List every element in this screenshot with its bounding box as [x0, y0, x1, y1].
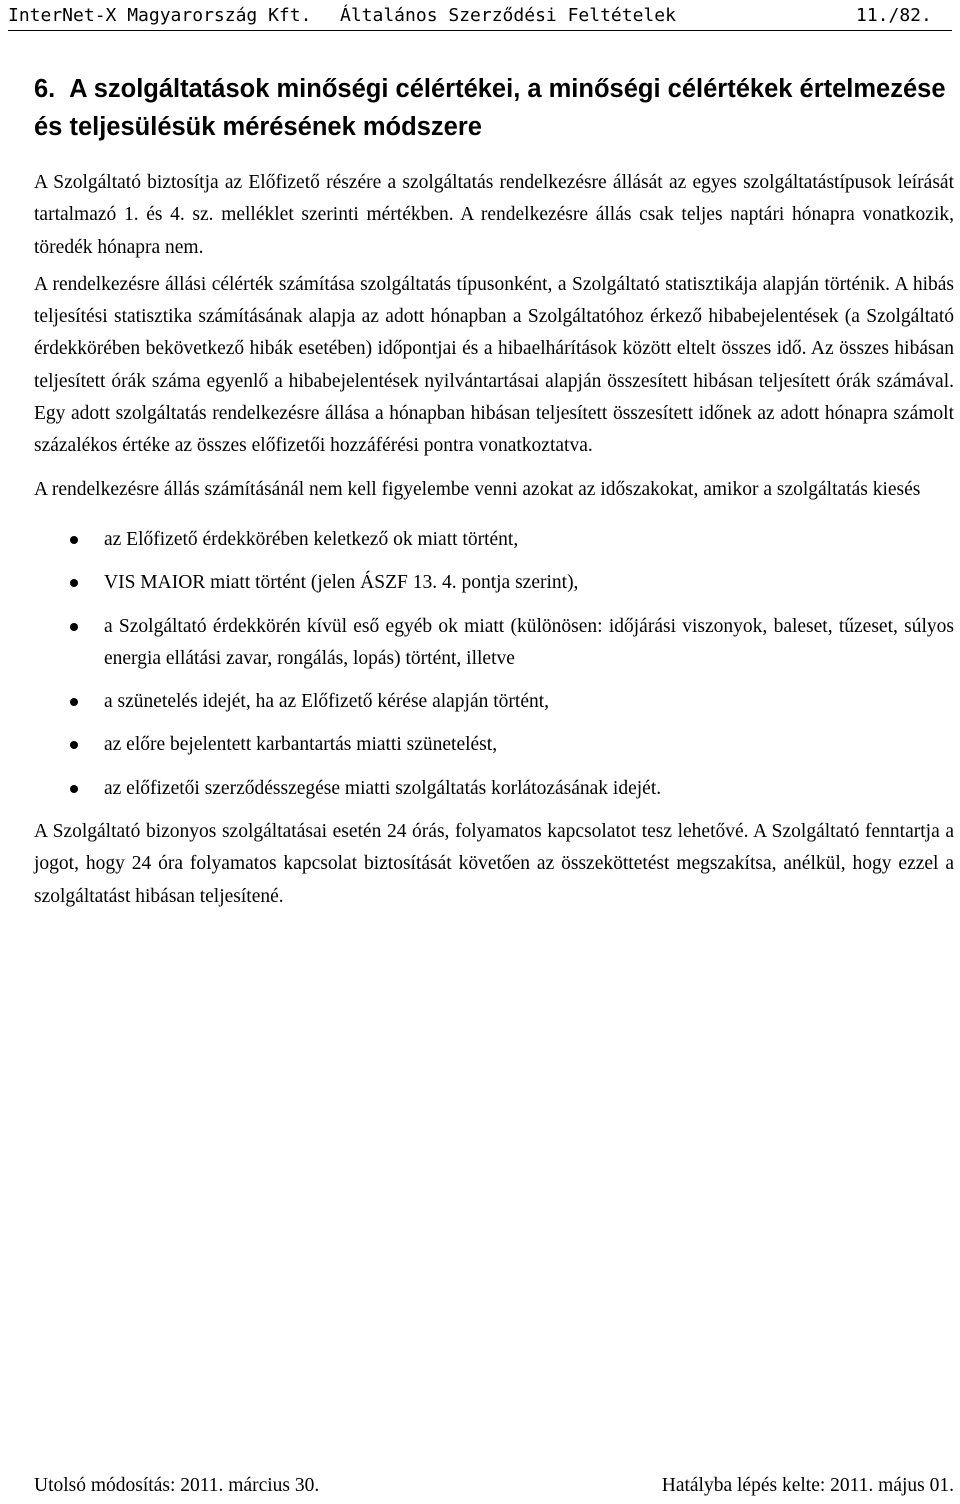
list-item-text: a Szolgáltató érdekkörén kívül eső egyéb ok miatt (különösen: időjárási viszonyok, baleset, tűzeset, súlyos energia ellátási zavar, rongálás, lopás) történt, illetve — [104, 615, 954, 669]
bullet-icon — [70, 623, 78, 631]
list-item-text: VIS MAIOR miatt történt (jelen ÁSZF 13. 4. pontja szerint), — [104, 572, 579, 594]
list-item — [34, 611, 954, 676]
section-number: 6. — [34, 75, 56, 103]
list-item-text: az előfizetői szerződésszegése miatti szolgáltatás korlátozásának idejét. — [104, 777, 662, 799]
bullet-icon — [70, 741, 78, 749]
list-item — [34, 686, 954, 718]
list-item — [34, 524, 954, 556]
header-company: InterNet-X Magyarország Kft. — [8, 5, 312, 26]
header-page-number: 11./82. — [856, 5, 932, 26]
section-title: A szolgáltatások minőségi célértékei, a minőségi célértékek értelmezése és teljesülésük mérésének módszere — [34, 75, 946, 141]
bullet-icon — [70, 536, 78, 544]
list-item — [34, 729, 954, 761]
document-body — [34, 167, 954, 913]
paragraph-calculation: A rendelkezésre állási célérték számítása szolgáltatás típusonként, a Szolgáltató statisztikája alapján történik. A hibás teljesítési statisztika számításának alapja az adott hónapban a Szolgáltatóhoz érkező hibabejelentések (a Szolgáltató érdekkörében bekövetkező hibák esetében) időpontjai és a hibaelhárítások között eltelt összes idő. Az összes hibásan teljesített órák száma egyenlő a hibabejelentések nyilvántartásai alapján összesített hibásan teljesített órák számával. Egy adott szolgáltatás rendelkezésre állása a hónapban hibásan teljesített összesített időnek az adott hónapra számolt százalékos értéke az összes előfizetői hozzáférési pontra vonatkoztatva. — [34, 273, 954, 457]
footer-effective-date: Hatályba lépés kelte: 2011. május 01. — [661, 1475, 954, 1496]
paragraph-exclusions-intro: A rendelkezésre állás számításánál nem kell figyelembe venni azokat az időszakokat, amikor a szolgáltatás kiesés — [34, 478, 921, 500]
page-header — [8, 4, 952, 28]
bullet-icon — [70, 579, 78, 587]
bullet-icon — [70, 698, 78, 706]
paragraph-availability: A Szolgáltató biztosítja az Előfizető részére a szolgáltatás rendelkezésre állását az egyes szolgáltatástípusok leírását tartalmazó 1. és 4. sz. melléklet szerinti mértékben. A rendelkezésre állás csak teljes naptári hónapra vonatkozik, töredék hónapra nem. — [34, 172, 954, 258]
list-item — [34, 773, 954, 805]
bullet-icon — [70, 785, 78, 793]
list-item-text: az Előfizető érdekkörében keletkező ok miatt történt, — [104, 528, 519, 550]
header-divider — [8, 30, 952, 31]
header-document-title: Általános Szerződési Feltételek — [340, 5, 676, 26]
list-item-text: a szünetelés idejét, ha az Előfizető kérése alapján történt, — [104, 691, 550, 713]
paragraph-continuous-connection: A Szolgáltató bizonyos szolgáltatásai esetén 24 órás, folyamatos kapcsolatot tesz lehetővé. A Szolgáltató fenntartja a jogot, hogy 24 óra folyamatos kapcsolat biztosítását követően az összeköttetést megszakítsa, anélkül, hogy ezzel a szolgáltatást hibásan teljesítené. — [34, 821, 954, 907]
footer-last-modified: Utolsó módosítás: 2011. március 30. — [34, 1475, 320, 1496]
exclusion-list — [34, 524, 954, 805]
section-heading — [34, 70, 958, 146]
list-item — [34, 567, 954, 599]
list-item-text: az előre bejelentett karbantartás miatti szünetelést, — [104, 734, 498, 756]
